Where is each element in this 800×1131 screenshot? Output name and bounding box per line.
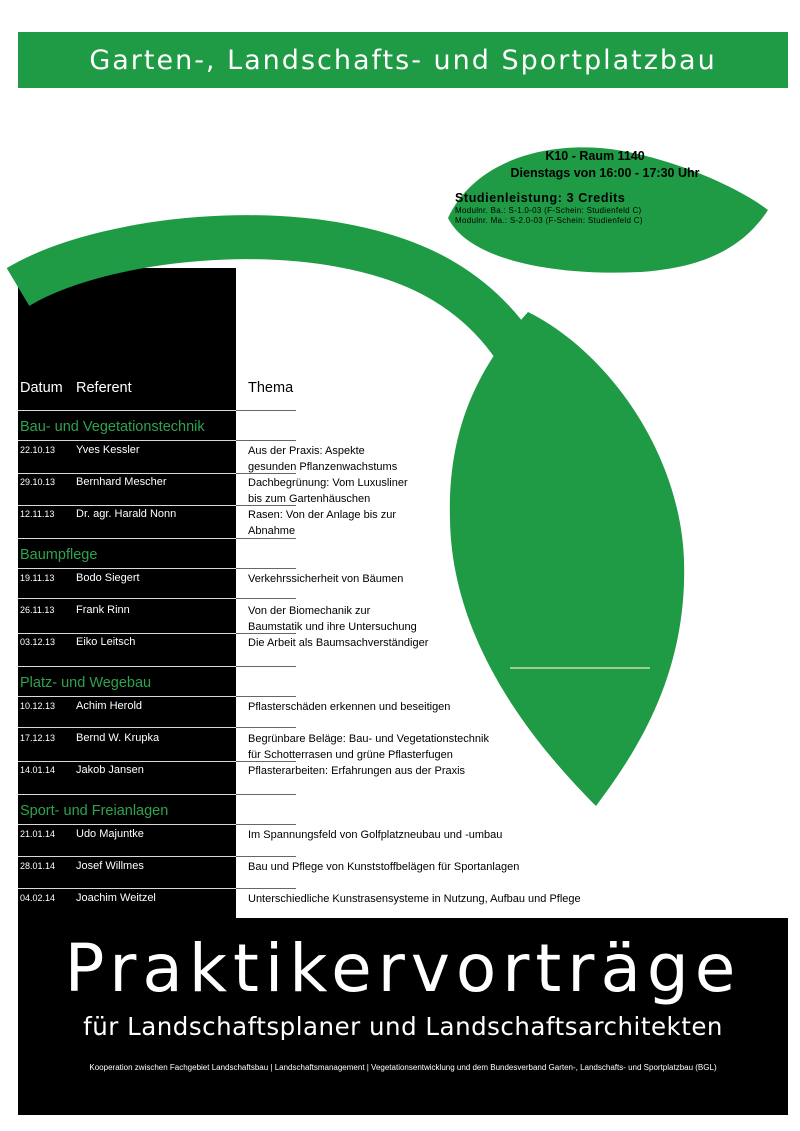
row-date: 28.01.14 (20, 861, 56, 871)
row-rule (236, 666, 296, 667)
row-date: 03.12.13 (20, 637, 56, 647)
topic-line: Unterschiedliche Kunstrasensysteme in Nutzung, Aufbau und Pflege (248, 893, 581, 905)
topic-line: Im Spannungsfeld von Golfplatzneubau und -umbau (248, 829, 503, 841)
row-topic (248, 603, 648, 635)
row-date: 19.11.13 (20, 573, 55, 583)
row-rule (18, 505, 236, 506)
row-rule (236, 856, 296, 857)
row-date: 29.10.13 (20, 477, 56, 487)
row-date: 10.12.13 (20, 701, 56, 711)
footer-title: Praktikervorträge (64, 930, 742, 1007)
row-rule (236, 633, 296, 634)
row-rule (18, 696, 236, 697)
row-date: 21.01.14 (20, 829, 56, 839)
row-referent: Bernhard Mescher (76, 476, 167, 488)
row-rule (18, 888, 236, 889)
row-rule (236, 727, 296, 728)
row-referent: Yves Kessler (76, 444, 140, 456)
row-rule (18, 824, 236, 825)
row-rule (236, 888, 296, 889)
cooperation-note: Kooperation zwischen Fachgebiet Landschaftsbau | Landschaftsmanagement | Vegetationsentwicklung und dem Bundesverband Garten-, Landschafts- und Sportplatzbau (BGL) (89, 1063, 717, 1072)
modul-ba: Modulnr. Ba.: S-1.0-03 (F-Schein: Studienfeld C) (455, 206, 642, 215)
row-topic (248, 763, 648, 779)
topic-line: gesunden Pflanzenwachstums (248, 461, 398, 473)
topic-line: für Schotterrasen und grüne Pflasterfugen (248, 749, 453, 761)
row-topic (248, 443, 648, 475)
row-rule (18, 633, 236, 634)
topic-line: Pflasterschäden erkennen und beseitigen (248, 701, 451, 713)
row-rule (236, 568, 296, 569)
row-rule (236, 440, 296, 441)
row-date: 14.01.14 (20, 765, 56, 775)
topic-line: Dachbegrünung: Vom Luxusliner (248, 477, 408, 489)
row-referent: Joachim Weitzel (76, 892, 156, 904)
row-topic (248, 475, 648, 507)
time-line: Dienstags von 16:00 - 17:30 Uhr (510, 166, 700, 180)
stem-arc (18, 237, 540, 402)
row-rule (18, 538, 236, 539)
row-rule (18, 727, 236, 728)
row-referent: Josef Willmes (76, 860, 144, 872)
row-topic (248, 635, 648, 651)
section-title: Sport- und Freianlagen (20, 803, 169, 819)
topic-line: Abnahme (248, 525, 296, 537)
row-date: 26.11.13 (20, 605, 55, 615)
row-topic (248, 827, 648, 843)
row-rule (236, 473, 296, 474)
topic-line: Pflasterarbeiten: Erfahrungen aus der Praxis (248, 765, 466, 777)
footer-subtitle: für Landschaftsplaner und Landschaftsarchitekten (83, 1012, 723, 1041)
room-line: K10 - Raum 1140 (545, 149, 645, 163)
topic-line: Aus der Praxis: Aspekte (248, 445, 365, 457)
topic-line: Bau und Pflege von Kunststoffbelägen für Sportanlagen (248, 861, 520, 873)
topic-line: Baumstatik und ihre Untersuchung (248, 621, 417, 633)
row-referent: Bernd W. Krupka (76, 732, 160, 744)
row-rule (236, 761, 296, 762)
row-rule (18, 794, 236, 795)
topic-line: bis zum Gartenhäuschen (248, 493, 371, 505)
row-rule (18, 440, 236, 441)
topic-line: Die Arbeit als Baumsachverständiger (248, 637, 429, 649)
row-date: 04.02.14 (20, 893, 56, 903)
section-title: Bau- und Vegetationstechnik (20, 419, 205, 435)
header-thema: Thema (248, 380, 294, 396)
row-rule (18, 568, 236, 569)
section-title: Baumpflege (20, 547, 98, 563)
row-referent: Dr. agr. Harald Nonn (76, 508, 177, 520)
row-topic (248, 507, 648, 539)
row-rule (236, 598, 296, 599)
header-title: Garten-, Landschafts- und Sportplatzbau (89, 44, 717, 76)
header-rule-right (236, 410, 296, 411)
row-referent: Bodo Siegert (76, 572, 140, 584)
header-referent: Referent (76, 380, 132, 396)
row-rule (18, 666, 236, 667)
row-rule (236, 824, 296, 825)
row-topic (248, 699, 648, 715)
row-rule (236, 505, 296, 506)
row-referent: Achim Herold (76, 700, 143, 712)
topic-line: Begrünbare Beläge: Bau- und Vegetationstechnik (248, 733, 489, 745)
course-info (455, 148, 715, 226)
section-title: Platz- und Wegebau (20, 675, 152, 691)
row-rule (18, 761, 236, 762)
row-date: 17.12.13 (20, 733, 56, 743)
row-date: 12.11.13 (20, 509, 55, 519)
row-rule (18, 598, 236, 599)
row-referent: Eiko Leitsch (76, 636, 136, 648)
row-referent: Udo Majuntke (76, 828, 144, 840)
row-topic (248, 731, 648, 763)
row-referent: Jakob Jansen (76, 764, 144, 776)
row-rule (236, 696, 296, 697)
row-topic (248, 571, 648, 587)
row-rule (236, 794, 296, 795)
modul-ma: Modulnr. Ma.: S-2.0-03 (F-Schein: Studienfeld C) (455, 216, 643, 225)
topic-line: Rasen: Von der Anlage bis zur (248, 509, 396, 521)
row-topic (248, 891, 648, 907)
topic-line: Von der Biomechanik zur (248, 605, 371, 617)
header-rule-left (18, 410, 236, 411)
topic-line: Verkehrssicherheit von Bäumen (248, 573, 404, 585)
row-rule (18, 856, 236, 857)
row-date: 22.10.13 (20, 445, 56, 455)
row-referent: Frank Rinn (76, 604, 130, 616)
row-topic (248, 859, 648, 875)
row-rule (18, 473, 236, 474)
credits-line: Studienleistung: 3 Credits (455, 191, 626, 205)
header-datum: Datum (20, 380, 63, 396)
row-rule (236, 538, 296, 539)
